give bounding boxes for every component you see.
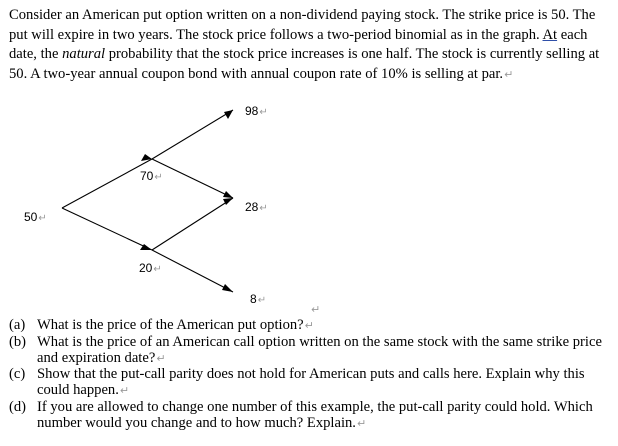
paragraph-mark-icon: ↵ [154, 172, 163, 183]
arrowhead-downdown-icon [222, 284, 233, 292]
edge-down-updown [152, 198, 233, 250]
paragraph-mark-icon: ↵ [311, 304, 321, 316]
intro-text-3: probability that the stock price increases is one half. The stock is currently selling at 50. A two-year annual coupon bond with annual coupon rate of 10% is selling at par. [9, 46, 600, 82]
question-text: What is the price of an American call option written on the same stock with the same strike price and expiration date? [37, 333, 602, 366]
intro-text-2: each date, the [9, 26, 588, 63]
paragraph-mark-icon: ↵ [259, 107, 268, 118]
paragraph-mark-icon: ↵ [504, 68, 514, 81]
node-label-updown: 28↵ [245, 200, 268, 214]
intro-italic-word: natural [62, 46, 106, 63]
edge-up-upup [152, 110, 233, 159]
node-label-down: 20↵ [139, 261, 162, 275]
question-text: If you are allowed to change one number of this example, the put-call parity could hold. Which number would you change and to how much? Explain. [37, 398, 593, 431]
edge-root-down [62, 208, 152, 250]
question-text: What is the price of the American put option? [37, 317, 304, 333]
question-list [9, 318, 613, 433]
edge-root-up [62, 159, 152, 208]
edge-down-downdown [152, 250, 233, 292]
paragraph-mark-icon: ↵ [119, 385, 130, 398]
paragraph-mark-icon: ↵ [257, 295, 267, 306]
paragraph-mark-icon: ↵ [153, 264, 162, 275]
node-label-downdown: 8↵ [250, 292, 267, 306]
question-text: Show that the put-call parity does not hold for American puts and calls here. Explain why this could happen. [37, 366, 585, 399]
paragraph-mark-icon: ↵ [304, 320, 314, 332]
question-label: (b) [9, 333, 27, 350]
question-label: (d) [9, 398, 27, 415]
question-label: (a) [9, 317, 26, 333]
paragraph-mark-icon: ↵ [38, 213, 47, 224]
node-label-up: 70↵ [140, 169, 163, 183]
question-c [9, 367, 613, 400]
node-label-upup: 98↵ [245, 104, 268, 118]
question-label: (c) [9, 366, 26, 383]
question-d [9, 400, 613, 433]
intro-underlined-word: At [542, 26, 558, 43]
paragraph-mark-icon: ↵ [156, 352, 166, 365]
paragraph-mark-icon: ↵ [356, 417, 367, 430]
paragraph-mark-icon: ↵ [259, 203, 268, 214]
question-b [9, 335, 613, 368]
question-a [9, 318, 613, 335]
edge-up-updown [152, 159, 233, 198]
node-label-root: 50↵ [24, 210, 47, 224]
intro-text-1: Consider an American put option written on a non-dividend paying stock. The strike price is 50. The put will expire in two years. The stock price follows a two-period binomial as in the graph. [9, 7, 596, 43]
arrowhead-updown-top-icon [223, 191, 233, 198]
